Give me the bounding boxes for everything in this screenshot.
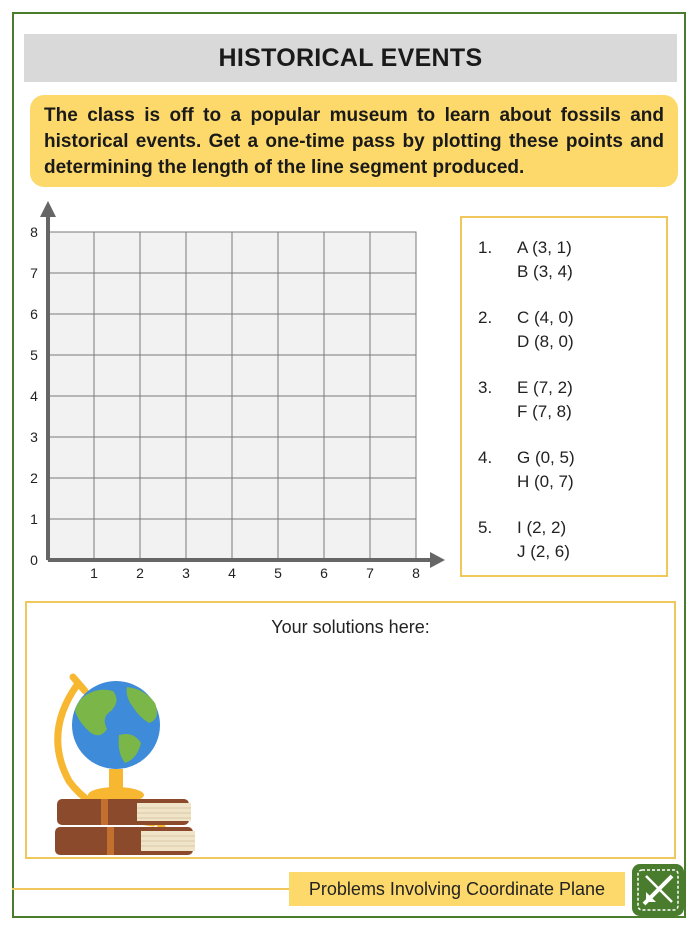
grid-cell bbox=[48, 232, 94, 273]
x-tick-label: 8 bbox=[412, 565, 420, 581]
y-tick-label: 8 bbox=[30, 224, 38, 240]
grid-cell bbox=[370, 396, 416, 437]
grid-cell bbox=[232, 478, 278, 519]
grid-cell bbox=[324, 396, 370, 437]
grid-cell bbox=[186, 437, 232, 478]
grid-cell bbox=[278, 314, 324, 355]
y-tick-label: 2 bbox=[30, 470, 38, 486]
item-number: 4. bbox=[478, 448, 493, 467]
points-list bbox=[460, 216, 668, 577]
y-tick-label: 3 bbox=[30, 429, 38, 445]
grid-cell bbox=[140, 355, 186, 396]
grid-cell bbox=[186, 355, 232, 396]
grid-cell bbox=[232, 396, 278, 437]
grid-cell bbox=[278, 478, 324, 519]
grid-cell bbox=[94, 478, 140, 519]
grid-cell bbox=[48, 355, 94, 396]
grid-cell bbox=[94, 232, 140, 273]
grid-cell bbox=[324, 232, 370, 273]
grid-cell bbox=[186, 396, 232, 437]
point-second: D (8, 0) bbox=[517, 332, 574, 351]
grid-cell bbox=[232, 314, 278, 355]
y-tick-label: 5 bbox=[30, 347, 38, 363]
grid-cell bbox=[186, 273, 232, 314]
solutions-label: Your solutions here: bbox=[271, 617, 430, 637]
grid-cell bbox=[324, 437, 370, 478]
grid-cell bbox=[140, 437, 186, 478]
grid-cell bbox=[140, 478, 186, 519]
item-number: 3. bbox=[478, 378, 493, 397]
grid-cell bbox=[324, 273, 370, 314]
grid-cell bbox=[140, 519, 186, 560]
x-tick-label: 6 bbox=[320, 565, 328, 581]
grid-cell bbox=[232, 232, 278, 273]
grid-cell bbox=[94, 273, 140, 314]
y-tick-label: 1 bbox=[30, 511, 38, 527]
grid-cell bbox=[140, 314, 186, 355]
grid-cell bbox=[232, 437, 278, 478]
grid-cell bbox=[370, 437, 416, 478]
y-tick-label: 6 bbox=[30, 306, 38, 322]
point-second: H (0, 7) bbox=[517, 472, 574, 491]
point-first: I (2, 2) bbox=[517, 518, 567, 537]
x-axis-arrow bbox=[430, 552, 445, 568]
item-number: 1. bbox=[478, 238, 493, 257]
grid-cell bbox=[278, 273, 324, 314]
y-axis-arrow bbox=[40, 201, 56, 217]
books-icon bbox=[55, 799, 195, 855]
grid-cell bbox=[48, 273, 94, 314]
grid-cell bbox=[94, 396, 140, 437]
grid-cell bbox=[48, 437, 94, 478]
item-number: 2. bbox=[478, 308, 493, 327]
grid-cell bbox=[278, 355, 324, 396]
grid-cell bbox=[94, 437, 140, 478]
grid-cell bbox=[186, 519, 232, 560]
x-tick-label: 4 bbox=[228, 565, 236, 581]
item-number: 5. bbox=[478, 518, 493, 537]
grid-cell bbox=[324, 314, 370, 355]
grid-cell bbox=[186, 232, 232, 273]
footer-line bbox=[12, 888, 297, 890]
grid-cell bbox=[278, 519, 324, 560]
grid-cell bbox=[370, 314, 416, 355]
point-first: G (0, 5) bbox=[517, 448, 575, 467]
grid-cell bbox=[370, 478, 416, 519]
x-tick-label: 7 bbox=[366, 565, 374, 581]
coordinate-grid[interactable] bbox=[0, 195, 460, 595]
grid-cell bbox=[232, 519, 278, 560]
grid-cell bbox=[370, 519, 416, 560]
grid-cells bbox=[48, 232, 416, 560]
globe-icon bbox=[41, 673, 211, 863]
x-tick-label: 2 bbox=[136, 565, 144, 581]
point-second: F (7, 8) bbox=[517, 402, 572, 421]
grid-cell bbox=[370, 232, 416, 273]
grid-cell bbox=[324, 478, 370, 519]
x-tick-label: 5 bbox=[274, 565, 282, 581]
grid-cell bbox=[48, 396, 94, 437]
page-title: HISTORICAL EVENTS bbox=[218, 43, 483, 72]
footer-title: Problems Involving Coordinate Plane bbox=[308, 878, 606, 899]
y-tick-label: 4 bbox=[30, 388, 38, 404]
point-first: A (3, 1) bbox=[517, 238, 572, 257]
y-tick-label: 7 bbox=[30, 265, 38, 281]
grid-cell bbox=[232, 273, 278, 314]
origin-label: 0 bbox=[30, 552, 38, 568]
grid-cell bbox=[370, 273, 416, 314]
grid-cell bbox=[186, 314, 232, 355]
grid-cell bbox=[232, 355, 278, 396]
x-tick-label: 3 bbox=[182, 565, 190, 581]
solutions-area[interactable] bbox=[25, 601, 676, 859]
grid-cell bbox=[140, 396, 186, 437]
grid-cell bbox=[48, 478, 94, 519]
title-bar bbox=[24, 34, 677, 82]
grid-cell bbox=[278, 437, 324, 478]
point-first: E (7, 2) bbox=[517, 378, 573, 397]
grid-cell bbox=[94, 519, 140, 560]
geometry-logo-icon bbox=[632, 864, 684, 916]
x-tick-label: 1 bbox=[90, 565, 98, 581]
grid-cell bbox=[370, 355, 416, 396]
grid-cell bbox=[278, 232, 324, 273]
grid-cell bbox=[278, 396, 324, 437]
grid-cell bbox=[324, 519, 370, 560]
point-second: B (3, 4) bbox=[517, 262, 573, 281]
grid-cell bbox=[48, 519, 94, 560]
grid-cell bbox=[140, 273, 186, 314]
grid-cell bbox=[94, 355, 140, 396]
grid-cell bbox=[48, 314, 94, 355]
grid-cell bbox=[324, 355, 370, 396]
prompt-box bbox=[30, 95, 678, 187]
grid-cell bbox=[140, 232, 186, 273]
footer-bar bbox=[289, 872, 625, 906]
point-second: J (2, 6) bbox=[517, 542, 570, 561]
grid-cell bbox=[94, 314, 140, 355]
grid-cell bbox=[186, 478, 232, 519]
point-first: C (4, 0) bbox=[517, 308, 574, 327]
prompt-text: The class is off to a popular museum to learn about fossils and historical events. Get a one-time pass by plotting these points and determining the length of the line segment produced. bbox=[44, 105, 664, 178]
